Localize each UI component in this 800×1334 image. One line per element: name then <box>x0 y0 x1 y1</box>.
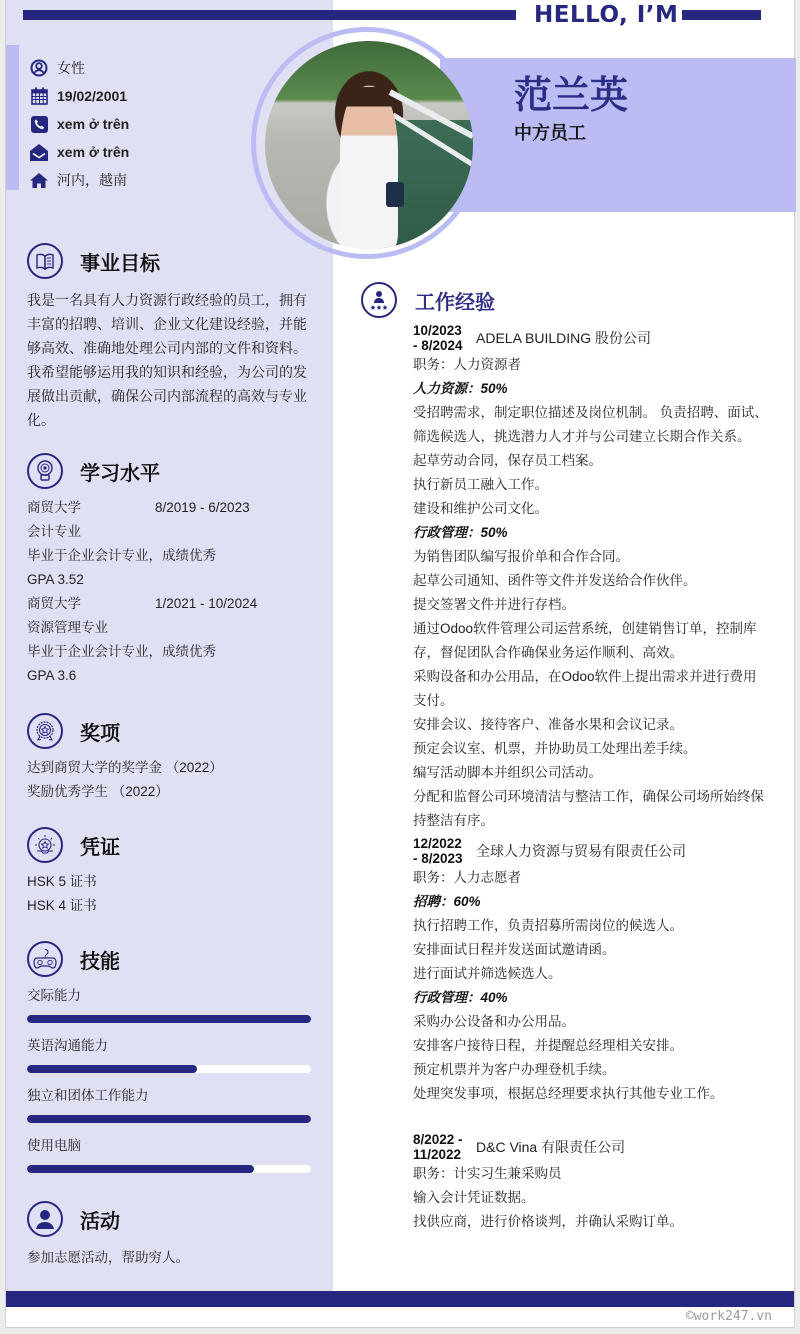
skill-label: 英语沟通能力 <box>27 1038 108 1053</box>
skill-bar <box>27 1165 311 1173</box>
candidate-role: 中方员工 <box>514 123 586 143</box>
section-certificates <box>27 826 120 918</box>
skill-label: 交际能力 <box>27 988 81 1003</box>
section-title: 奖项 <box>80 722 120 745</box>
candidate-name: 范兰英 <box>514 75 629 117</box>
contact-accent-bar <box>6 45 19 190</box>
award-medal-icon <box>27 713 63 749</box>
section-title: 凭证 <box>80 836 120 859</box>
contact-phone[interactable] <box>30 110 129 138</box>
book-icon <box>27 243 63 279</box>
skill-item <box>27 1136 311 1173</box>
job-category: 人力资源：50% <box>413 381 508 396</box>
user-icon <box>30 59 48 77</box>
job-date: 8/2022 - 11/2022 <box>413 1132 463 1162</box>
section-title: 工作经验 <box>415 291 495 314</box>
contact-list <box>30 54 129 194</box>
contact-text: 河内，越南 <box>57 172 127 188</box>
job-duty: 预定机票并为客户办理登机手续。 <box>413 1062 616 1077</box>
job-duty: 通过Odoo软件管理公司运营系统，创建销售订单，控制库存，督促团队合作确保业务运作顺利、高效。 <box>413 621 757 660</box>
job-entry <box>413 836 781 1106</box>
footer-bar <box>6 1291 794 1307</box>
skill-bar-fill <box>27 1015 311 1023</box>
section-title: 事业目标 <box>80 252 160 275</box>
job-duty: 起草公司通知、函件等文件并发送给合作伙伴。 <box>413 573 697 588</box>
award-item: 达到商贸大学的奖学金 （2022） <box>27 760 223 775</box>
job-duty: 安排会议、接待客户、准备水果和会议记录。 <box>413 717 683 732</box>
contact-birthday <box>30 82 129 110</box>
header-decor-bar-left <box>23 10 516 20</box>
education-note: 毕业于企业会计专业，成绩优秀 <box>27 644 216 659</box>
contact-text: 19/02/2001 <box>57 88 128 104</box>
award-item: 奖励优秀学生 （2022） <box>27 784 169 799</box>
job-duty: 处理突发事项，根据总经理要求执行其他专业工作。 <box>413 1086 724 1101</box>
job-duty: 分配和监督公司环境清洁与整洁工作，确保公司场所始终保持整洁有序。 <box>413 789 764 828</box>
section-skills <box>27 940 311 1173</box>
contact-gender <box>30 54 129 82</box>
education-note: 毕业于企业会计专业，成绩优秀 <box>27 548 216 563</box>
section-activities <box>27 1200 189 1270</box>
skill-bar-fill <box>27 1065 197 1073</box>
job-category: 行政管理：50% <box>413 525 508 540</box>
education-major: 会计专业 <box>27 524 81 539</box>
education-period: 8/2019 - 6/2023 <box>155 500 250 515</box>
job-date: 12/2022 - 8/2023 <box>413 836 463 866</box>
section-awards <box>27 712 223 804</box>
education-school-row <box>27 496 257 520</box>
phone-icon <box>30 115 48 133</box>
skill-item <box>27 1036 311 1073</box>
job-duty: 安排面试日程并发送面试邀请函。 <box>413 942 616 957</box>
email-icon <box>30 143 48 161</box>
contact-email[interactable] <box>30 138 129 166</box>
job-category: 行政管理：40% <box>413 990 508 1005</box>
job-company: ADELA BUILDING 股份公司 <box>476 330 652 346</box>
contact-text: 女性 <box>57 60 85 76</box>
contact-address <box>30 166 129 194</box>
education-school-row <box>27 592 257 616</box>
job-duty: 采购设备和办公用品，在Odoo软件上提出需求并进行费用支付。 <box>413 669 757 708</box>
school-name: 商贸大学 <box>27 500 81 515</box>
gamepad-icon <box>27 941 63 977</box>
skill-item <box>27 1086 311 1123</box>
job-company: 全球人力资源与贸易有限责任公司 <box>476 843 686 859</box>
skill-bar-fill <box>27 1165 254 1173</box>
job-list <box>413 323 781 1234</box>
skill-bar-fill <box>27 1115 311 1123</box>
job-duty: 起草劳动合同，保存员工档案。 <box>413 453 602 468</box>
activity-text: 参加志愿活动，帮助穷人。 <box>27 1250 189 1265</box>
section-title: 学习水平 <box>80 462 160 485</box>
job-position: 职务：人力志愿者 <box>413 870 521 885</box>
job-entry <box>413 1132 781 1234</box>
education-gpa: GPA 3.6 <box>27 668 77 683</box>
job-duty: 提交签署文件并进行存档。 <box>413 597 575 612</box>
section-experience <box>361 281 781 1234</box>
job-duty: 为销售团队编写报价单和合作合同。 <box>413 549 629 564</box>
job-duty: 进行面试并筛选候选人。 <box>413 966 562 981</box>
school-name: 商贸大学 <box>27 596 81 611</box>
employee-rating-icon <box>361 282 397 318</box>
watermark: ©work247.vn <box>685 1309 772 1324</box>
education-period: 1/2021 - 10/2024 <box>155 596 258 611</box>
job-duty: 采购办公设备和办公用品。 <box>413 1014 575 1029</box>
profile-photo <box>265 41 473 249</box>
education-gpa: GPA 3.52 <box>27 572 84 587</box>
education-major: 资源管理专业 <box>27 620 108 635</box>
job-duty: 安排客户接待日程，并提醒总经理相关安排。 <box>413 1038 683 1053</box>
job-duty: 执行新员工融入工作。 <box>413 477 548 492</box>
skill-label: 使用电脑 <box>27 1138 81 1153</box>
resume-page <box>5 0 795 1328</box>
home-icon <box>30 171 48 189</box>
job-entry <box>413 323 781 833</box>
skill-bar <box>27 1065 311 1073</box>
job-duty: 输入会计凭证数据。 <box>413 1190 535 1205</box>
certificate-item: HSK 5 证书 <box>27 874 97 889</box>
certificate-item: HSK 4 证书 <box>27 898 97 913</box>
certificate-badge-icon <box>27 827 63 863</box>
job-date: 10/2023 - 8/2024 <box>413 323 463 353</box>
section-education <box>27 452 257 688</box>
job-company: D&C Vina 有限责任公司 <box>476 1139 626 1155</box>
skill-item <box>27 986 311 1023</box>
skill-label: 独立和团体工作能力 <box>27 1088 149 1103</box>
header-decor-bar-right <box>682 10 761 20</box>
calendar-icon <box>30 87 48 105</box>
skill-bar <box>27 1015 311 1023</box>
contact-text: xem ở trên <box>57 116 130 132</box>
job-category: 招聘：60% <box>413 894 481 909</box>
person-circle-icon <box>27 1201 63 1237</box>
job-duty: 受招聘需求，制定职位描述及岗位机制。 负责招聘、面试、筛选候选人，挑选潜力人才并与公司建立长期合作关系。 <box>413 405 768 444</box>
job-position: 职务：计实习生兼采购员 <box>413 1166 562 1181</box>
lightbulb-icon <box>27 453 63 489</box>
job-position: 职务：人力资源者 <box>413 357 521 372</box>
objective-text: 我是一名具有人力资源行政经验的员工，拥有丰富的招聘、培训、企业文化建设经验，并能够高效、准确地处理公司内部的文件和资料。我希望能够运用我的知识和经验，为公司的发展做出贡献，确保公司内部流程的高效与专业化。 <box>27 292 307 428</box>
skill-bar <box>27 1115 311 1123</box>
section-title: 活动 <box>80 1210 120 1233</box>
job-duty: 建设和维护公司文化。 <box>413 501 548 516</box>
job-duty: 执行招聘工作，负责招募所需岗位的候选人。 <box>413 918 683 933</box>
greeting: HELLO, I’M <box>534 2 679 28</box>
section-objective <box>27 242 315 432</box>
job-duty: 编写活动脚本并组织公司活动。 <box>413 765 602 780</box>
section-title: 技能 <box>80 950 120 973</box>
job-duty: 预定会议室、机票，并协助员工处理出差手续。 <box>413 741 697 756</box>
job-duty: 找供应商，进行价格谈判，并确认采购订单。 <box>413 1214 683 1229</box>
contact-text: xem ở trên <box>57 144 130 160</box>
